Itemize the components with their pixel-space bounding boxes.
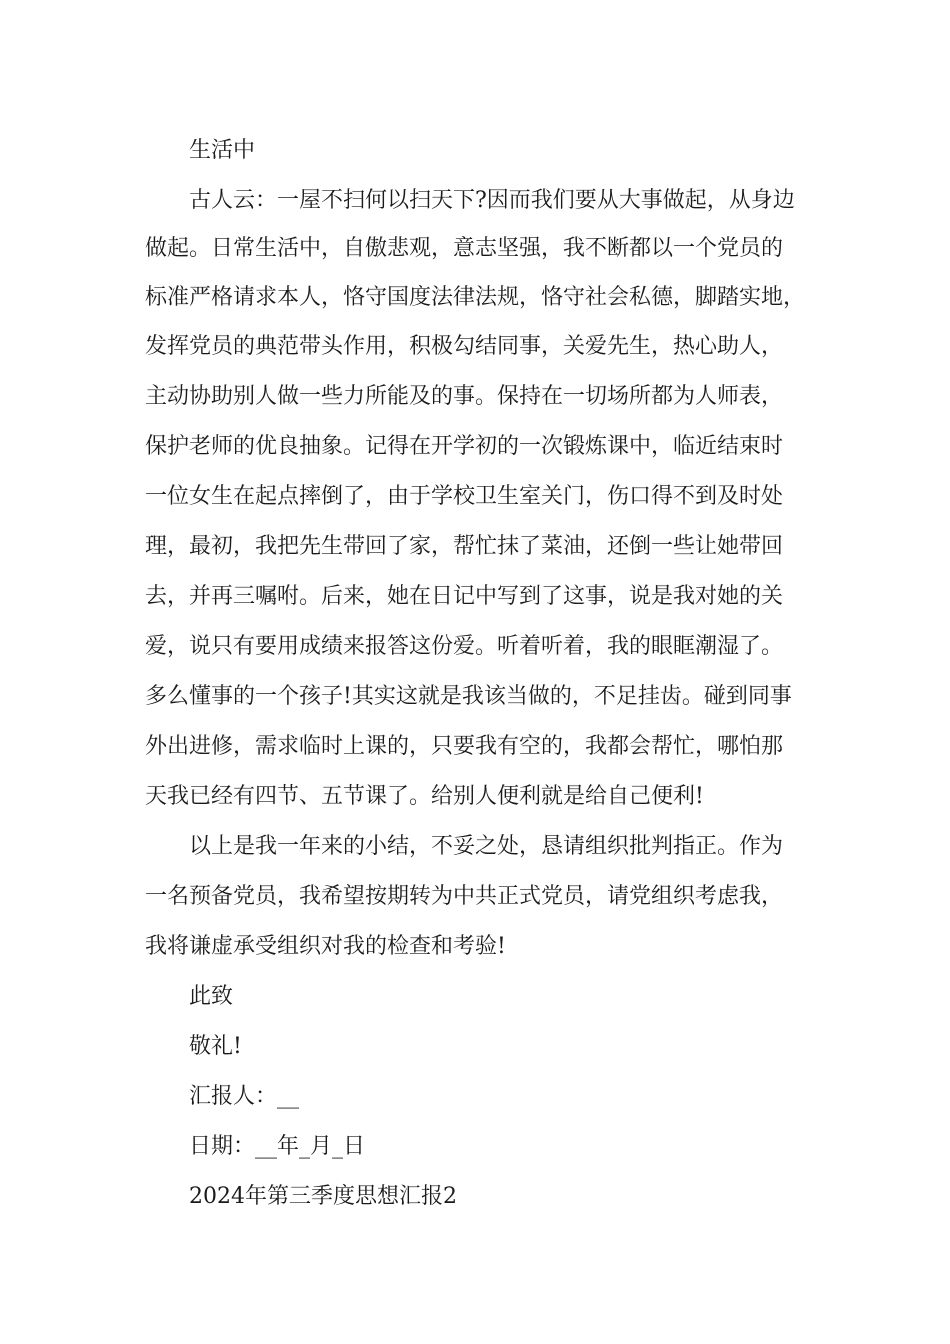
next-section-title: 2024年第三季度思想汇报2 xyxy=(189,1184,457,1209)
paragraph-line: 一名预备党员，我希望按期转为中共正式党员，请党组织考虑我， xyxy=(145,884,784,909)
paragraph-line: 爱，说只有要用成绩来报答这份爱。听着听着，我的眼眶潮湿了。 xyxy=(145,634,784,659)
paragraph-line: 外出进修，需求临时上课的，只要我有空的，我都会帮忙，哪怕那 xyxy=(145,734,784,759)
reporter-line: 汇报人：__ xyxy=(189,1084,300,1109)
paragraph-line: 去，并再三嘱咐。后来，她在日记中写到了这事，说是我对她的关 xyxy=(145,584,784,609)
closing-text: 此致 xyxy=(189,984,234,1009)
paragraph-line: 以上是我一年来的小结，不妥之处，恳请组织批判指正。作为 xyxy=(189,834,784,859)
paragraph-line: 保护老师的优良抽象。记得在开学初的一次锻炼课中，临近结束时 xyxy=(145,434,784,459)
paragraph-line: 多么懂事的一个孩子!其实这就是我该当做的，不足挂齿。碰到同事 xyxy=(145,684,792,709)
paragraph-line: 一位女生在起点摔倒了，由于学校卫生室关门，伤口得不到及时处 xyxy=(145,484,784,509)
salutation-text: 敬礼! xyxy=(189,1034,242,1059)
section-heading: 生活中 xyxy=(189,138,256,163)
paragraph-line: 理，最初，我把先生带回了家，帮忙抹了菜油，还倒一些让她带回 xyxy=(145,534,784,559)
paragraph-line: 标准严格请求本人，恪守国度法律法规，恪守社会私德，脚踏实地， xyxy=(145,285,806,310)
paragraph-line: 做起。日常生活中，自傲悲观，意志坚强，我不断都以一个党员的 xyxy=(145,236,784,261)
paragraph-line: 古人云：一屋不扫何以扫天下?因而我们要从大事做起，从身边 xyxy=(189,188,795,213)
paragraph-line: 我将谦虚承受组织对我的检查和考验! xyxy=(145,934,506,959)
date-line: 日期：__年_月_日 xyxy=(189,1134,366,1159)
paragraph-line: 天我已经有四节、五节课了。给别人便利就是给自己便利! xyxy=(145,784,704,809)
paragraph-line: 主动协助别人做一些力所能及的事。保持在一切场所都为人师表， xyxy=(145,384,784,409)
paragraph-line: 发挥党员的典范带头作用，积极勾结同事，关爱先生，热心助人， xyxy=(145,334,784,359)
